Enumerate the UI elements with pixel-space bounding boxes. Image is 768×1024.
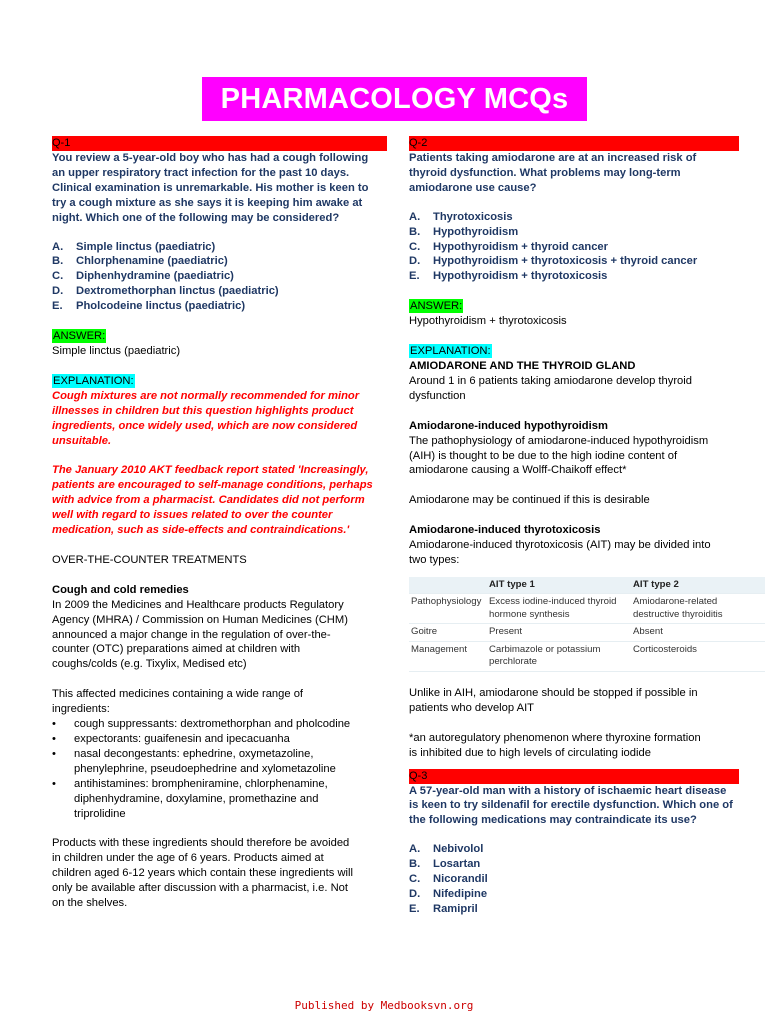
question-1-options (52, 240, 387, 315)
answer-text: Hypothyroidism + thyrotoxicosis (409, 315, 567, 328)
option-a[interactable]: A. Simple linctus (paediatric) (52, 240, 216, 253)
answer-text: Simple linctus (paediatric) (52, 344, 181, 357)
table-row: Management Carbimazole or potassium perchlorate Corticosteroids (409, 641, 765, 671)
table-row: Goitre Present Absent (409, 624, 765, 642)
question-3-text: A 57-year-old man with a history of ischaemic heart disease is keen to try sildenafil for erectile dysfunction. Which one of the following medications may contraindicate its use? (409, 784, 733, 827)
list-item: • antihistamines: brompheniramine, chlorphenamine, diphenhydramine, doxylamine, promethazine and triprolidine (52, 777, 328, 820)
option-c[interactable]: C. Hypothyroidism + thyroid cancer (409, 240, 609, 253)
answer-label: ANSWER: (410, 300, 463, 313)
option-d[interactable]: D. Nifedipine (409, 888, 488, 900)
option-d[interactable]: D. Dextromethorphan linctus (paediatric) (52, 285, 279, 298)
right-column (409, 136, 739, 917)
affected-text: This affected medicines containing a wide range of ingredients: (52, 688, 304, 716)
option-e[interactable]: E. Hypothyroidism + thyrotoxicosis (409, 270, 608, 283)
left-column (52, 136, 387, 911)
answer-label: ANSWER: (53, 330, 106, 343)
ingredient-list (52, 717, 387, 821)
question-2-text: Patients taking amiodarone are at an increased risk of thyroid dysfunction. What problems may long-term amiodarone use cause? (409, 152, 697, 194)
option-e[interactable]: E. Ramipril (409, 902, 478, 915)
option-b[interactable]: B. Chlorphenamine (paediatric) (52, 255, 228, 268)
table-row: Pathophysiology Excess iodine-induced thyroid hormone synthesis Amiodarone-related destructive thyroiditis (409, 594, 765, 624)
publisher-footer: Published by Medbooksvn.org (294, 999, 474, 1012)
question-1-text: You review a 5-year-old boy who has had a cough following an upper respiratory tract infection for the past 10 days. Clinical examination is unremarkable. His mother is keen to try a cough mixture as she says it is keeping him awake at night. Which one of the following may be considered? (52, 152, 369, 224)
list-item: • nasal decongestants: ephedrine, oxymetazoline, phenylephrine, pseudoephedrine and xylometazoline (52, 747, 336, 775)
option-a[interactable]: A. Thyrotoxicosis (409, 210, 513, 223)
option-d[interactable]: D. Hypothyroidism + thyrotoxicosis + thyroid cancer (409, 255, 698, 268)
ait-heading: Amiodarone-induced thyrotoxicosis (409, 524, 601, 537)
products-text: Products with these ingredients should therefore be avoided in children under the age of 6 years. Products aimed at children aged 6-12 years which contain these ingredients will only be available after discussion with a pharmacist, i.e. Not on the shelves. (52, 837, 353, 910)
aih-continue-text: Amiodarone may be continued if this is desirable (409, 494, 650, 507)
list-item: • cough suppressants: dextromethorphan and pholcodine (52, 718, 351, 731)
question-3-options (409, 842, 739, 917)
question-2-label: Q-2 (409, 136, 739, 151)
table-header-row: AIT type 1 AIT type 2 (409, 577, 765, 594)
option-b[interactable]: B. Hypothyroidism (409, 225, 519, 238)
explanation-label: EXPLANATION: (53, 374, 134, 387)
aih-text: The pathophysiology of amiodarone-induced hypothyroidism (AIH) is thought to be due to the high iodine content of amiodarone causing a Wolff-Chaikoff effect* (409, 434, 709, 477)
page-title: PHARMACOLOGY MCQs (202, 77, 587, 121)
otc-heading: OVER-THE-COUNTER TREATMENTS (52, 553, 247, 566)
explanation-note: Cough mixtures are not normally recommended for minor illnesses in children but this question highlights product ingredients, once widely used, which are now considered unsuitable. (52, 389, 360, 447)
explanation-quote: The January 2010 AKT feedback report stated 'Increasingly, patients are encouraged to self-manage conditions, perhaps with advice from a pharmacist. Candidates did not perform well with regard to issues related to over the counter medication, such as side-effects and contraindications.' (52, 464, 373, 537)
ait-text: Amiodarone-induced thyrotoxicosis (AIT) may be divided into two types: (409, 539, 711, 567)
thyroid-intro: Around 1 in 6 patients taking amiodarone develop thyroid dysfunction (409, 374, 692, 402)
option-a[interactable]: A. Nebivolol (409, 843, 484, 856)
explanation-label: EXPLANATION: (410, 345, 491, 358)
ait-table (409, 577, 765, 672)
aih-heading: Amiodarone-induced hypothyroidism (409, 419, 608, 432)
cough-heading: Cough and cold remedies (52, 583, 189, 596)
list-item: • expectorants: guaifenesin and ipecacuanha (52, 733, 290, 745)
question-2-options (409, 210, 739, 285)
thyroid-heading: AMIODARONE AND THE THYROID GLAND (409, 359, 636, 372)
option-c[interactable]: C. Diphenhydramine (paediatric) (52, 270, 234, 283)
footnote-text: *an autoregulatory phenomenon where thyroxine formation is inhibited due to high levels of circulating iodide (409, 731, 701, 759)
ait-stop-text: Unlike in AIH, amiodarone should be stopped if possible in patients who develop AIT (409, 686, 698, 714)
question-3-label: Q-3 (409, 769, 739, 784)
question-1-label: Q-1 (52, 136, 387, 151)
option-b[interactable]: B. Losartan (409, 858, 481, 871)
option-e[interactable]: E. Pholcodeine linctus (paediatric) (52, 300, 246, 313)
cough-text: In 2009 the Medicines and Healthcare products Regulatory Agency (MHRA) / Commission on Human Medicines (CHM) announced a major change in the regulation of over-the- counter (OTC) preparations aimed at children with coughs/colds (e.g. Tixylix, Medised etc) (52, 598, 348, 671)
option-c[interactable]: C. Nicorandil (409, 873, 488, 886)
